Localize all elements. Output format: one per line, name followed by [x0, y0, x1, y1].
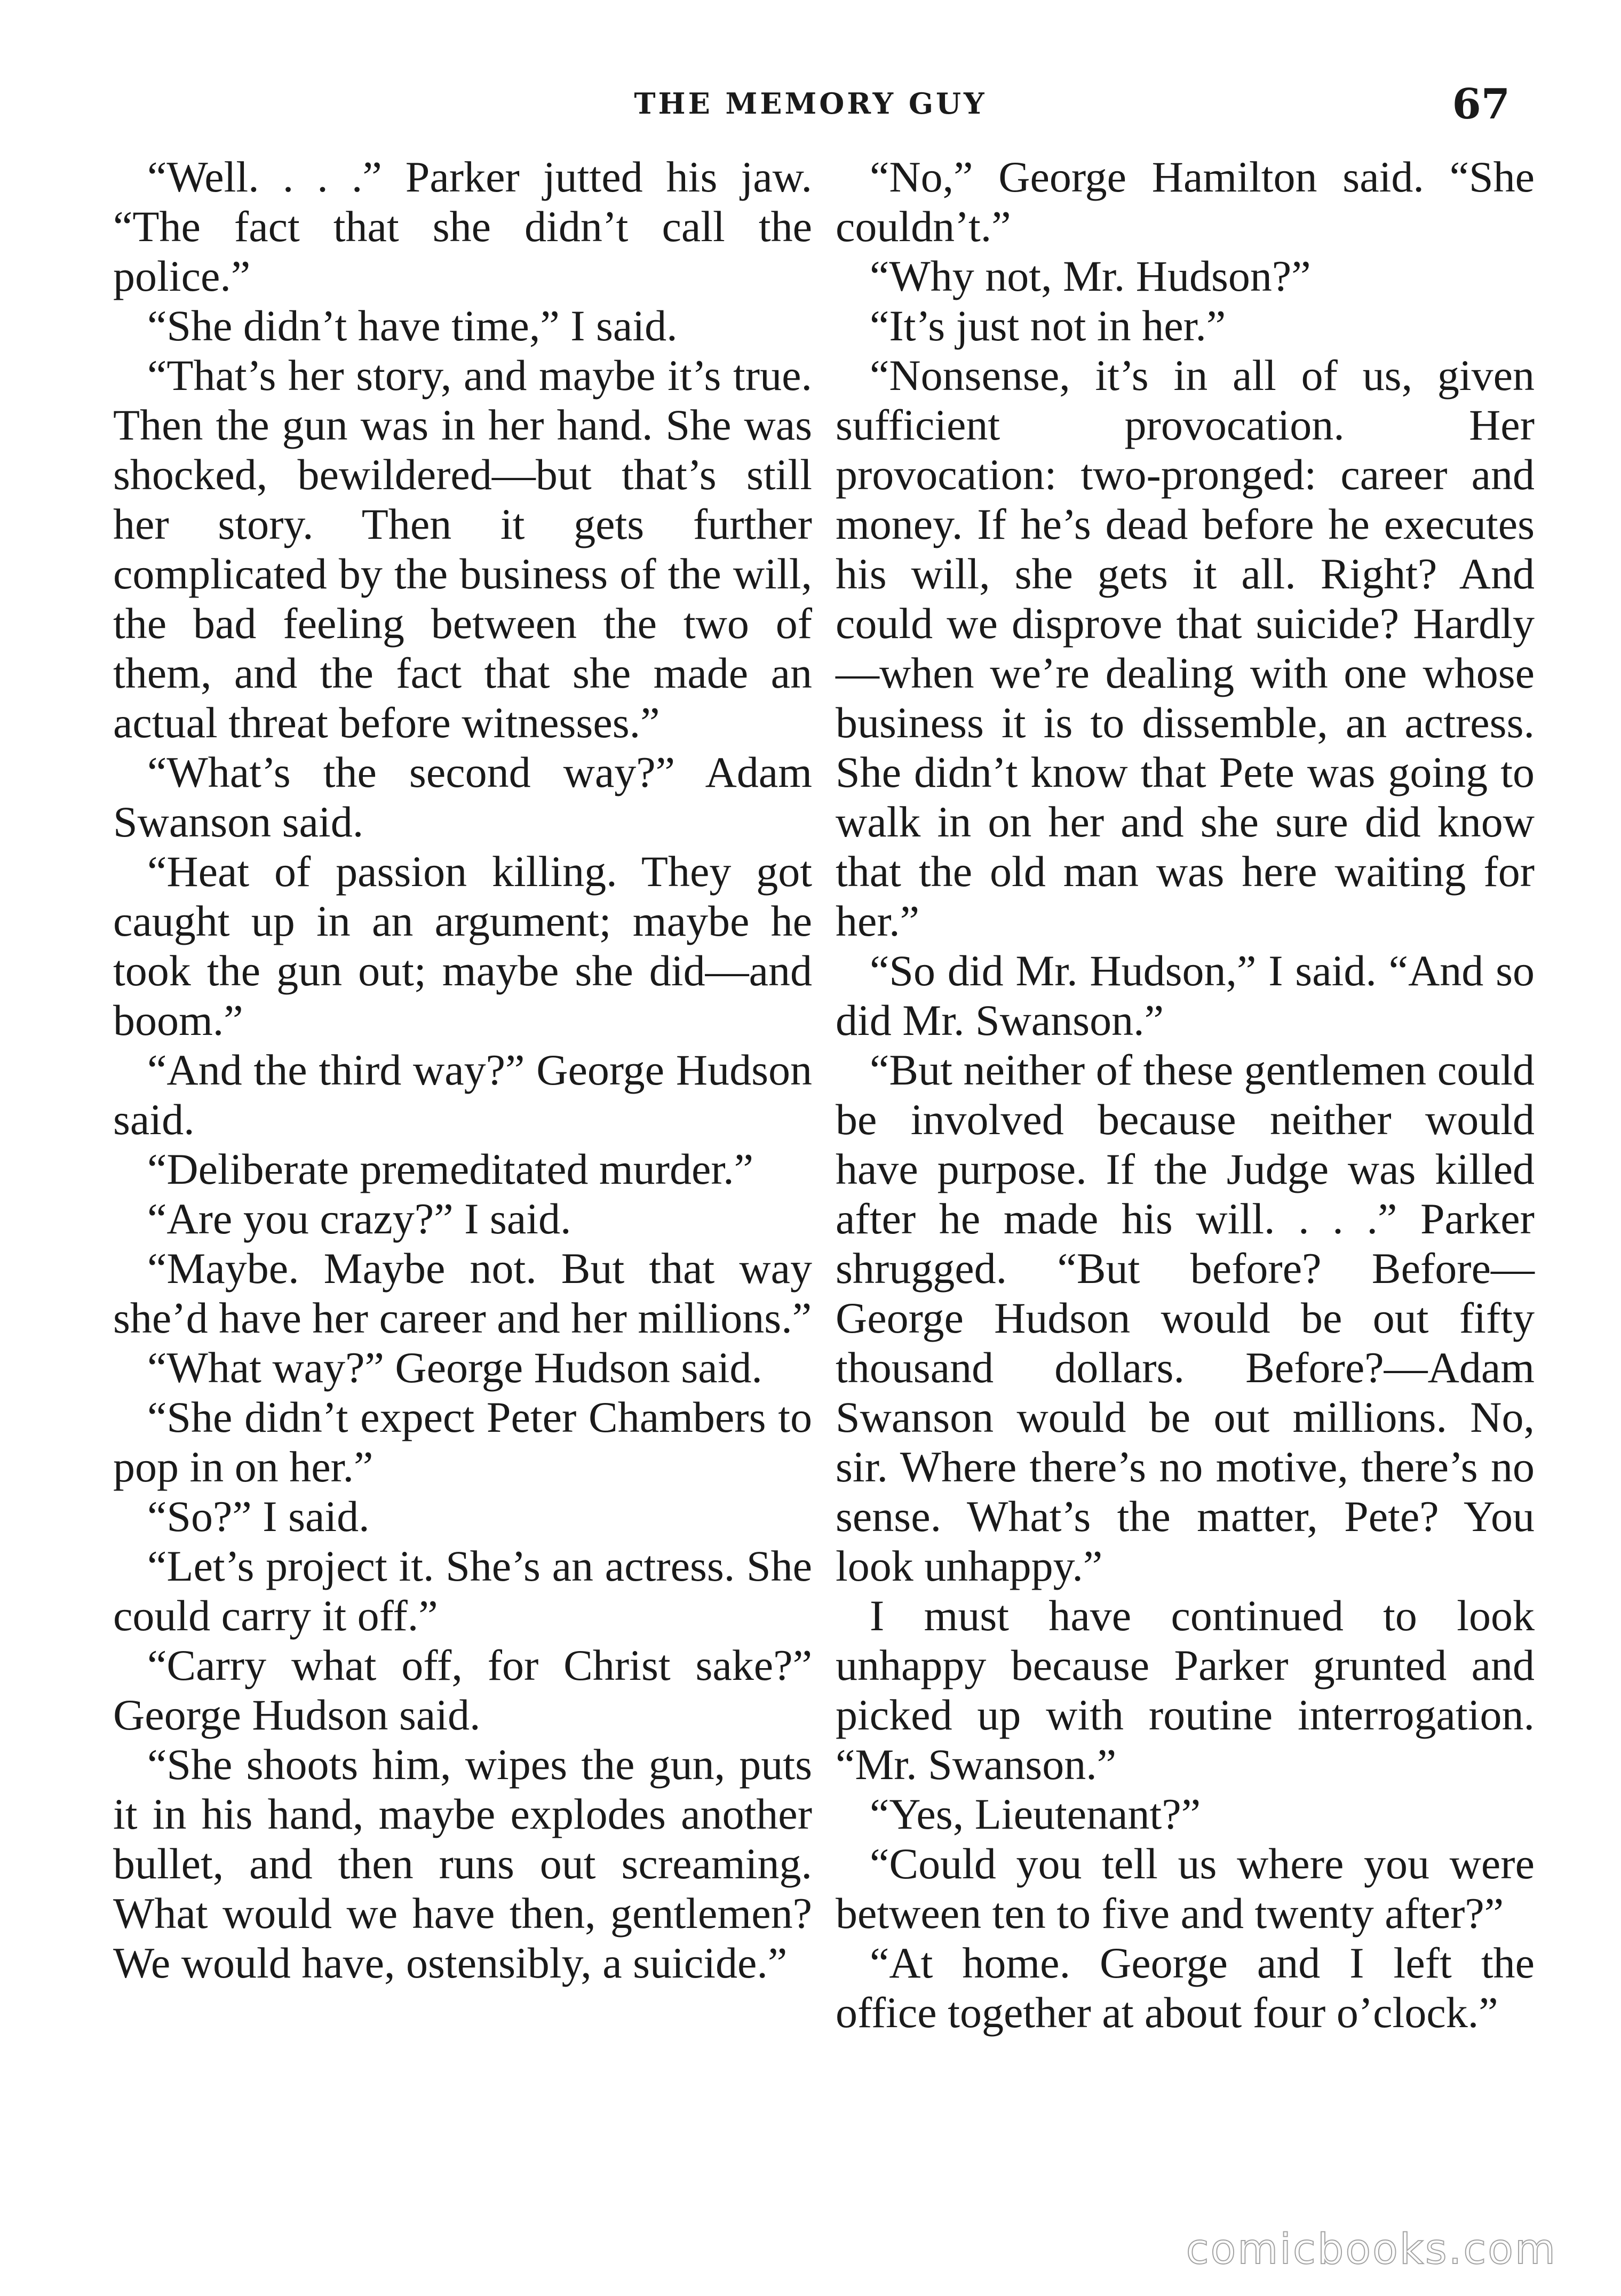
- paragraph: “At home. George and I left the office together at about four o’clock.”: [836, 1939, 1535, 2037]
- paragraph: “She didn’t expect Peter Chambers to pop in on her.”: [113, 1393, 812, 1491]
- paragraph: “And the third way?” George Hudson said.: [113, 1046, 812, 1144]
- paragraph: I must have continued to look unhappy because Parker grunted and picked up with routine interrogation. “Mr. Swanson.”: [836, 1591, 1535, 1789]
- paragraph: “Why not, Mr. Hudson?”: [870, 252, 1311, 300]
- page-header: [0, 80, 1621, 128]
- left-column: [113, 152, 812, 1988]
- paragraph: “Heat of passion killing. They got caught up in an argument; maybe he took the gun out; maybe she did—and boom.”: [113, 847, 812, 1045]
- paragraph: “Deliberate premeditated murder.”: [147, 1145, 754, 1193]
- paragraph: “Carry what off, for Christ sake?” George Hudson said.: [113, 1641, 812, 1739]
- paragraph: “So?” I said.: [147, 1492, 370, 1541]
- right-column: [836, 152, 1535, 2037]
- paragraph: “What way?” George Hudson said.: [147, 1343, 762, 1392]
- paragraph: “But neither of these gentlemen could be involved because neither would have purpose. If the Judge was killed after he made his will. . . .” Parker shrugged. “But before? Before—George Hudson would be out fifty thousand dollars. Before?—Adam Swanson would be out millions. No, sir. Where there’s no motive, there’s no sense. What’s the matter, Pete? You look unhappy.”: [836, 1046, 1535, 1590]
- page-number: 67: [1452, 80, 1510, 129]
- paragraph: “She shoots him, wipes the gun, puts it in his hand, maybe explodes another bullet, and then runs out screaming. What would we have then, gentlemen? We would have, ostensibly, a suicide.”: [113, 1740, 812, 1987]
- paragraph: “Maybe. Maybe not. But that way she’d have her career and her millions.”: [113, 1244, 812, 1342]
- paragraph: “No,” George Hamilton said. “She couldn’t.”: [836, 153, 1535, 251]
- paragraph: “She didn’t have time,” I said.: [147, 301, 678, 350]
- paragraph: “Let’s project it. She’s an actress. She could carry it off.”: [113, 1542, 812, 1640]
- watermark: comicbooks.com: [1186, 2226, 1557, 2274]
- paragraph: “Nonsense, it’s in all of us, given sufficient provocation. Her provocation: two-pronged: career and money. If he’s dead before he executes his will, she gets it all. Right? And could we disprove that suicide? Hardly—when we’re dealing with one whose business it is to dissemble, an actress. She didn’t know that Pete was going to walk in on her and she sure did know that the old man was here waiting for her.”: [836, 351, 1535, 945]
- paragraph: “Well. . . .” Parker jutted his jaw. “The fact that she didn’t call the police.”: [113, 153, 812, 300]
- paragraph: “Are you crazy?” I said.: [147, 1194, 571, 1243]
- paragraph: “What’s the second way?” Adam Swanson said.: [113, 748, 812, 846]
- paragraph: “That’s her story, and maybe it’s true. Then the gun was in her hand. She was shocked, bewildered—but that’s still her story. Then it gets further complicated by the business of the will, the bad feeling between the two of them, and the fact that she made an actual threat before witnesses.”: [113, 351, 812, 747]
- running-title: THE MEMORY GUY: [634, 86, 987, 121]
- paragraph: “Could you tell us where you were between ten to five and twenty after?”: [836, 1839, 1535, 1938]
- paragraph: “So did Mr. Hudson,” I said. “And so did Mr. Swanson.”: [836, 946, 1535, 1045]
- paragraph: “It’s just not in her.”: [870, 301, 1226, 350]
- paragraph: “Yes, Lieutenant?”: [870, 1790, 1201, 1838]
